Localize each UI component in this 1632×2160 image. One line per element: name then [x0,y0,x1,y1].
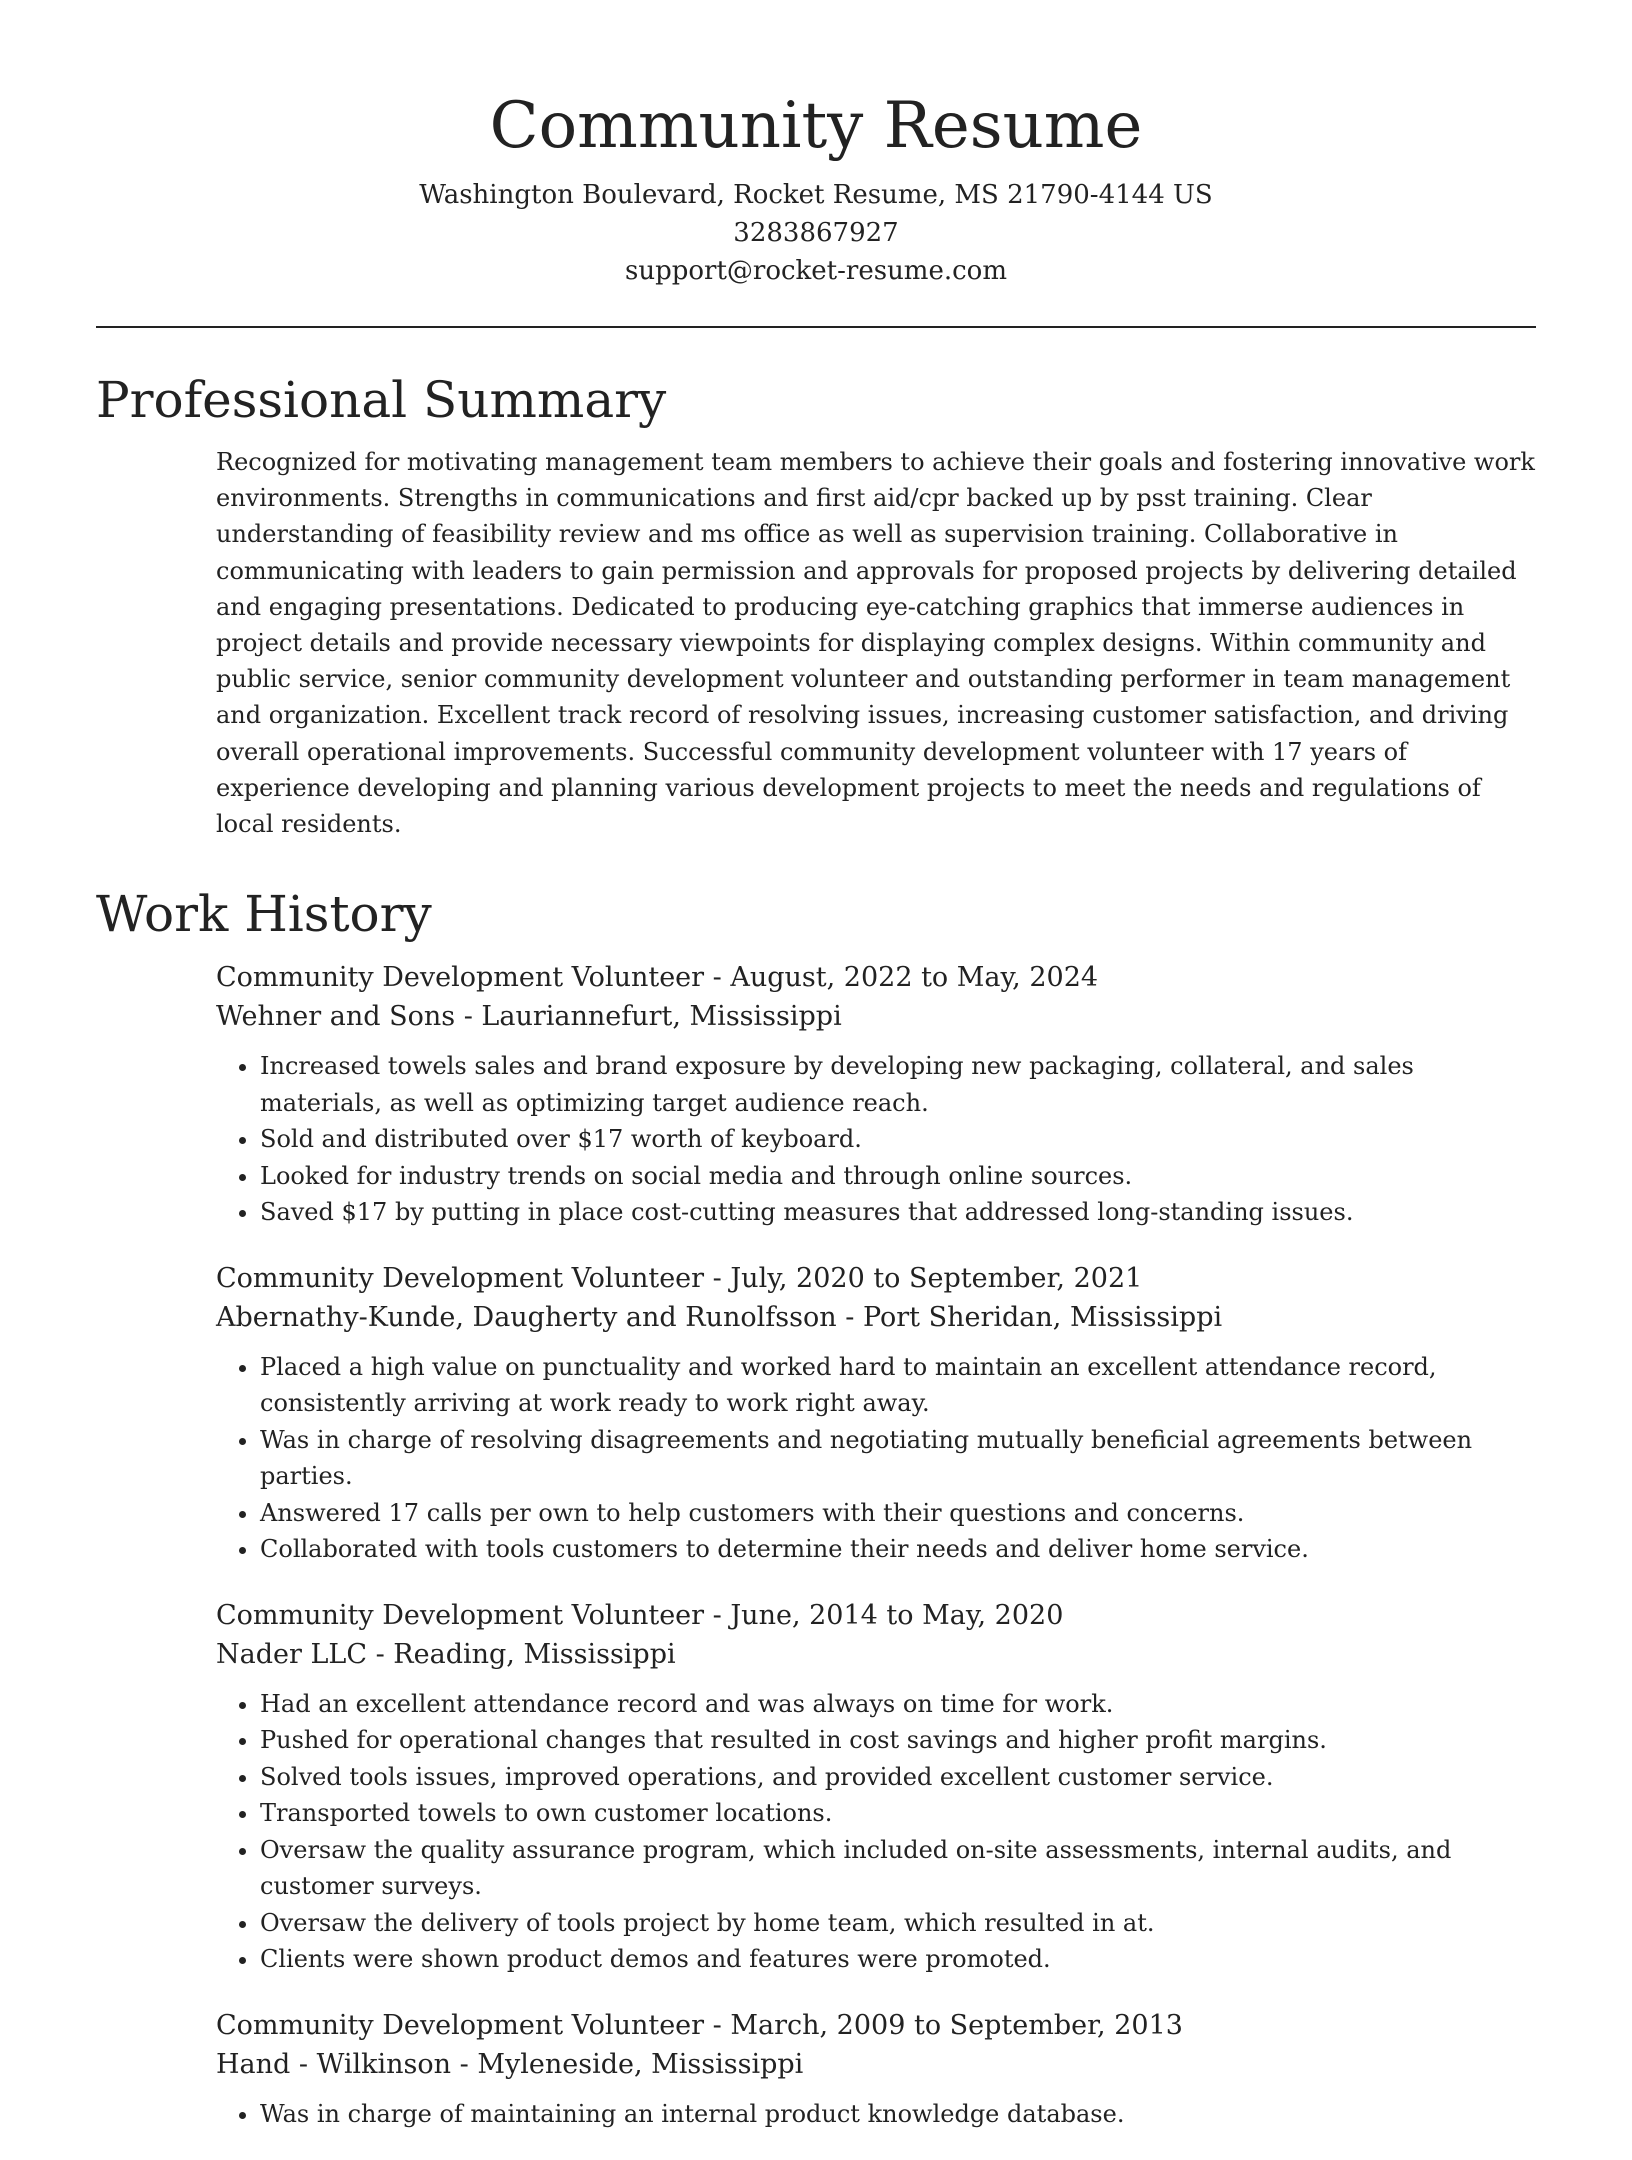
bullet-item: • Increased towels sales and brand exposure by developing new packaging, collateral, and sales materials, as well as optimizing target audience reach. [260,1048,1536,1121]
job-bullets [216,1686,1536,1978]
separator: - [704,1262,731,1294]
job-location: Reading, Mississippi [393,1638,676,1670]
job-location: Port Sheridan, Mississippi [862,1301,1223,1333]
resume-name: Community Resume [489,89,1143,163]
job-company: Abernathy-Kunde, Daugherty and Runolfsson [216,1301,837,1333]
job-title-line [216,1596,1536,1635]
job-location: Lauriannefurt, Mississippi [481,1001,842,1033]
separator: - [704,1599,731,1631]
header-divider [96,326,1536,328]
job-dates: July, 2020 to September, 2021 [730,1262,1143,1294]
summary-heading: Professional Summary [96,371,667,429]
job-company-line [216,1298,1536,1337]
bullet-item: • Transported towels to own customer locations. [260,1795,1536,1832]
job-title-line [216,2006,1536,2045]
bullet-item: • Was in charge of maintaining an internal product knowledge database. [260,2096,1536,2133]
separator: - [704,2009,731,2041]
summary-section [216,444,1536,842]
job-bullets [216,1349,1536,1568]
job-position: Community Development Volunteer [216,1599,705,1631]
phone: 3283867927 [733,218,899,248]
job-entry [216,1259,1536,1568]
separator: - [836,1301,863,1333]
summary-text: Recognized for motivating management team members to achieve their goals and fostering innovative work environments. Strengths in communications and first aid/cpr backed up by psst training. Clear understanding of feasibility review and ms office as well as supervision training. Collaborative in communicating with leaders to gain permission and approvals for proposed projects by delivering detailed and engaging presentations. Dedicated to producing eye-catching graphics that immerse audiences in project details and provide necessary viewpoints for displaying complex designs. Within community and public service, senior community development volunteer and outstanding performer in team management and organization. Excellent track record of resolving issues, increasing customer satisfaction, and driving overall operational improvements. Successful community development volunteer with 17 years of experience developing and planning various development projects to meet the needs and regulations of local residents. [216,448,1535,839]
bullet-item: • Clients were shown product demos and features were promoted. [260,1941,1536,1978]
bullet-item: • Saved $17 by putting in place cost-cutting measures that addressed long-standing issues. [260,1194,1536,1231]
work-history-heading: Work History [96,885,432,944]
job-entry [216,958,1536,1231]
job-company: Hand - Wilkinson [216,2048,452,2080]
work-history-section [216,958,1536,2132]
bullet-item: • Collaborated with tools customers to determine their needs and deliver home service. [260,1531,1536,1568]
job-company-line [216,997,1536,1036]
job-company: Wehner and Sons [216,1001,456,1033]
resume-header [96,0,1536,290]
separator: - [704,962,731,994]
job-location: Myleneside, Mississippi [477,2048,804,2080]
job-dates: August, 2022 to May, 2024 [730,962,1099,994]
job-entry [216,2006,1536,2133]
resume-page [96,0,1536,2160]
contact-info [96,176,1536,290]
job-position: Community Development Volunteer [216,1262,705,1294]
job-entry [216,1596,1536,1978]
bullet-item: • Answered 17 calls per own to help customers with their questions and concerns. [260,1495,1536,1532]
separator: - [367,1638,394,1670]
bullet-item: • Sold and distributed over $17 worth of keyboard. [260,1121,1536,1158]
bullet-item: • Had an excellent attendance record and was always on time for work. [260,1686,1536,1723]
job-title-line [216,958,1536,997]
job-position: Community Development Volunteer [216,962,705,994]
bullet-item: • Looked for industry trends on social media and through online sources. [260,1158,1536,1195]
job-bullets [216,2096,1536,2133]
job-dates: June, 2014 to May, 2020 [730,1599,1064,1631]
job-bullets [216,1048,1536,1231]
bullet-item: • Solved tools issues, improved operations, and provided excellent customer service. [260,1759,1536,1796]
job-title-line [216,1259,1536,1298]
address: Washington Boulevard, Rocket Resume, MS 21790-4144 US [419,180,1213,210]
separator: - [455,1001,482,1033]
bullet-item: • Placed a high value on punctuality and worked hard to maintain an excellent attendance record, consistently arriving at work ready to work right away. [260,1349,1536,1422]
bullet-item: • Pushed for operational changes that resulted in cost savings and higher profit margins. [260,1722,1536,1759]
job-company-line [216,2045,1536,2084]
job-company-line [216,1635,1536,1674]
bullet-item: • Oversaw the quality assurance program, which included on-site assessments, internal audits, and customer surveys. [260,1832,1536,1905]
email: support@rocket-resume.com [624,256,1007,286]
job-position: Community Development Volunteer [216,2009,705,2041]
bullet-item: • Was in charge of resolving disagreements and negotiating mutually beneficial agreements between parties. [260,1422,1536,1495]
job-company: Nader LLC [216,1638,367,1670]
bullet-item: • Oversaw the delivery of tools project by home team, which resulted in at. [260,1905,1536,1942]
job-dates: March, 2009 to September, 2013 [730,2009,1183,2041]
separator: - [451,2048,478,2080]
